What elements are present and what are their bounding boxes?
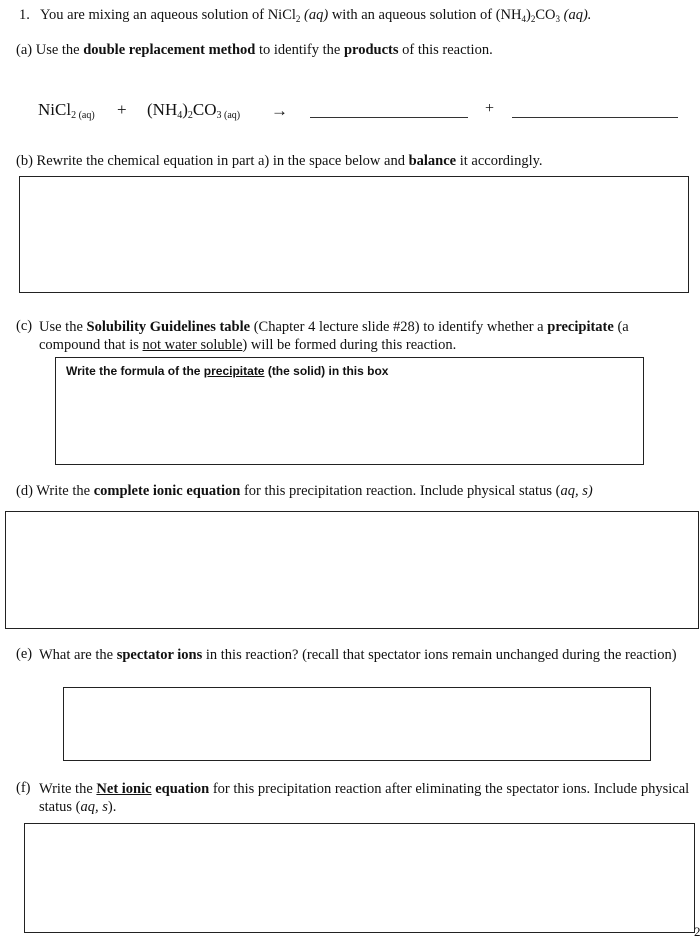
product-2-blank[interactable]	[512, 117, 678, 118]
precipitate-answer-box[interactable]	[55, 357, 644, 465]
part-e-label: (e)	[16, 646, 33, 662]
page-number: 2	[694, 924, 700, 939]
reactant-ammonium-carbonate: $(NH_4)_2CO_{3 (aq)}$	[147, 100, 241, 121]
part-f-prompt: Write the Net ionic equation for this precipitation reaction after eliminating the spectator ions. Include physical status (aq, s).	[39, 781, 690, 815]
complete-ionic-answer-box[interactable]	[5, 511, 699, 629]
part-c-label: (c)	[16, 318, 33, 334]
part-d-prompt: (d) Write the complete ionic equation for this precipitation reaction. Include physical status (aq, s)	[16, 483, 593, 499]
spectator-ions-answer-box[interactable]	[63, 687, 651, 761]
balanced-equation-answer-box[interactable]	[19, 176, 689, 293]
part-c-prompt: Use the Solubility Guidelines table (Chapter 4 lecture slide #28) to identify whether a precipitate (a compound that is not water soluble) will be formed during this reaction.	[39, 319, 629, 353]
precipitate-box-instruction: Write the formula of the precipitate (the solid) in this box	[66, 364, 389, 378]
part-b-prompt: (b) Rewrite the chemical equation in part a) in the space below and balance it accordingly.	[16, 153, 543, 169]
part-e-prompt: What are the spectator ions in this reaction? (recall that spectator ions remain unchanged during the reaction)	[39, 647, 677, 663]
part-a-prompt: (a) Use the double replacement method to identify the products of this reaction.	[16, 42, 493, 58]
product-1-blank[interactable]	[310, 117, 468, 118]
question-number: 1.	[19, 7, 30, 23]
question-intro: You are mixing an aqueous solution of NiCl$_2$ (aq) with an aqueous solution of $(NH_4)_2CO_3$ (aq).	[40, 7, 592, 24]
plus-sign-1: +	[117, 100, 127, 119]
plus-sign-2: +	[485, 100, 495, 117]
reaction-arrow: →	[271, 101, 288, 120]
net-ionic-answer-box[interactable]	[24, 823, 695, 933]
part-f-label: (f)	[16, 780, 31, 796]
reactant-nicl2: NiCl$_{2 (aq)}$	[38, 100, 95, 121]
